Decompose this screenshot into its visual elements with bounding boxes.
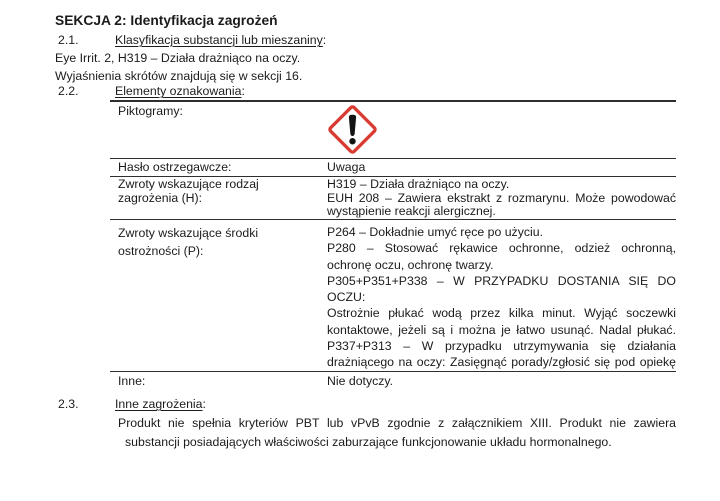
table-row-pictograms — [110, 102, 676, 159]
subsection-2-3-heading-row — [58, 397, 206, 411]
precautionary-statements-value: P264 – Dokładnie umyć ręce po użyciu. P280 – Stosować rękawice ochronne, odzież ochronną, ochronę oczu, ochronę twarzy. P305+P351+P338 – W PRZYPADKU DOSTANIA SIĘ DO OCZU: Ostrożnie płukać wodą przez kilka minut. Wyjąć soczewki kontaktowe, jeżeli są i można je łatwo usunąć. Nadal płukać. P337+P313 – W przypadku utrzymywania się działania drażniącego na oczy: Zasięgnąć porady/zgłosić się pod opiekę — [327, 225, 676, 370]
row-label: Piktogramy: — [118, 104, 183, 118]
ghs07-exclamation-icon — [327, 104, 378, 155]
row-label: Inne: — [118, 374, 146, 388]
subsection-2-2-heading-row — [58, 84, 245, 98]
pictogram-cell — [327, 102, 676, 158]
table-row-other — [110, 372, 676, 392]
other-hazards-paragraph: Produkt nie spełnia kryteriów PBT lub vPvB zgodnie z załącznikiem XIII. Produkt nie zawiera substancji posiadających właściwości zaburzające funkcjonowanie układu hormonalnego. — [118, 416, 676, 449]
row-label: Zwroty wskazujące środki ostrożności (P): — [118, 226, 259, 258]
subsection-number: 2.3. — [58, 397, 79, 411]
subsection-heading: Elementy oznakowania: — [115, 84, 245, 98]
labelling-elements-table — [110, 100, 676, 392]
signal-word-value: Uwaga — [327, 160, 366, 174]
table-row-precautionary-statements — [110, 220, 676, 372]
subsection-2-1-heading-row — [58, 33, 326, 47]
exclamation-dot — [349, 138, 355, 144]
row-label: Zwroty wskazujące rodzaj zagrożenia (H): — [118, 177, 259, 205]
section-title: SEKCJA 2: Identyfikacja zagrożeń — [55, 13, 278, 28]
abbreviations-note-line: Wyjaśnienia skrótów znajdują się w sekcji 16. — [55, 69, 303, 83]
subsection-number: 2.2. — [58, 84, 79, 98]
classification-line: Eye Irrit. 2, H319 – Działa drażniąco na oczy. — [55, 51, 301, 65]
other-value: Nie dotyczy. — [327, 374, 394, 388]
hazard-statements-value: H319 – Działa drażniąco na oczy. EUH 208 – Zawiera ekstrakt z rozmarynu. Może powodować wystąpienie reakcji alergicznej. — [327, 177, 676, 218]
subsection-number: 2.1. — [58, 33, 79, 47]
row-label: Hasło ostrzegawcze: — [118, 160, 232, 174]
table-row-signal-word — [110, 159, 676, 177]
subsection-heading: Klasyfikacja substancji lub mieszaniny: — [115, 33, 327, 47]
subsection-heading: Inne zagrożenia: — [115, 397, 206, 411]
table-row-hazard-statements — [110, 177, 676, 220]
